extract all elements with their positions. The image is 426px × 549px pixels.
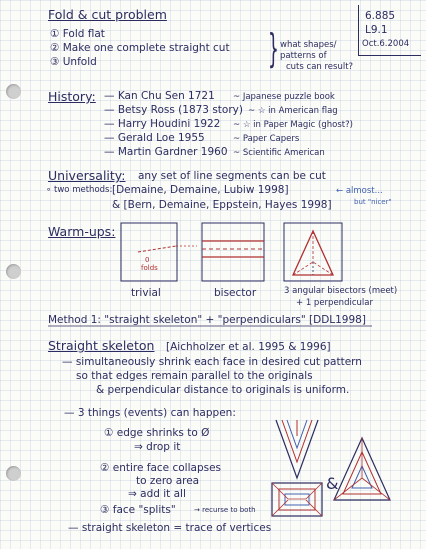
event-2: ② entire face collapses <box>100 462 222 474</box>
brace: } <box>268 27 279 74</box>
nicer-note: but "nicer" <box>354 198 392 206</box>
event-3: ③ face "splits" <box>100 504 176 516</box>
event-3-note: → recurse to both <box>194 506 256 514</box>
ampersand: & <box>326 474 339 493</box>
history-name: — Martin Gardner 1960 <box>104 146 228 158</box>
skeleton-line-1: — simultaneously shrink each face in desired cut pattern <box>62 356 362 368</box>
step-2: ② Make one complete straight cut <box>50 42 230 54</box>
caption-trivial: trivial <box>131 287 161 299</box>
question-line-2: patterns of <box>280 51 327 61</box>
almost-note: ← almost... <box>336 186 383 196</box>
universality-label: Universality: <box>48 168 126 183</box>
warmups-label: Warm-ups: <box>48 224 116 239</box>
history-note: ~ ☆ in Paper Magic (ghost?) <box>233 120 353 130</box>
methods-label: ∘ two methods: <box>46 185 113 195</box>
events-label: — 3 things (events) can happen: <box>64 407 236 419</box>
universality-text: any set of line segments can be cut <box>138 170 326 182</box>
zero-folds-label: folds <box>141 264 158 272</box>
event-2-result: ⇒ add it all <box>128 488 186 500</box>
skeleton-line-3: & perpendicular distance to originals is uniform. <box>96 384 350 396</box>
course-number: 6.885 <box>365 10 396 22</box>
history-name: — Gerald Loe 1955 <box>104 132 205 144</box>
history-note: ~ ☆ in American flag <box>248 106 338 116</box>
event-1: ① edge shrinks to Ø <box>104 427 210 439</box>
lecture-date: Oct.6.2004 <box>362 39 410 49</box>
method-citation-a: [Demaine, Demaine, Lubiw 1998] <box>112 184 289 196</box>
skeleton-title: Straight skeleton <box>48 338 155 353</box>
history-note: ~ Paper Capers <box>233 134 300 144</box>
method1-line: Method 1: "straight skeleton" + "perpendiculars" [DDL1998] <box>48 314 366 326</box>
history-label: History: <box>48 89 96 104</box>
lecture-number: L9.1 <box>365 24 388 36</box>
caption-bisector: bisector <box>214 287 257 299</box>
history-name: — Kan Chu Sen 1721 <box>104 90 215 102</box>
caption-perpendicular: + 1 perpendicular <box>296 298 373 308</box>
history-name: — Betsy Ross (1873 story) <box>104 104 243 116</box>
event-1-result: ⇒ drop it <box>134 441 181 453</box>
question-line-1: what shapes/ <box>280 40 337 50</box>
history-note: ~ Scientific American <box>233 148 325 158</box>
question-line-3: cuts can result? <box>286 62 354 72</box>
caption-angular: 3 angular bisectors (meet) <box>284 286 398 296</box>
method-citation-b: & [Bern, Demaine, Eppstein, Hayes 1998] <box>112 199 332 211</box>
skeleton-final-line: — straight skeleton = trace of vertices <box>68 522 272 534</box>
step-1: ① Fold flat <box>50 28 105 40</box>
event-2-detail: to zero area <box>136 475 200 487</box>
history-name: — Harry Houdini 1922 <box>104 118 221 130</box>
page-title: Fold & cut problem <box>48 7 167 22</box>
skeleton-line-2: so that edges remain parallel to the originals <box>76 370 313 382</box>
skeleton-citation: [Aichholzer et al. 1995 & 1996] <box>166 341 331 353</box>
history-note: ~ Japanese puzzle book <box>233 92 335 102</box>
step-3: ③ Unfold <box>50 56 97 68</box>
zero-folds-number: 0 <box>145 256 150 264</box>
